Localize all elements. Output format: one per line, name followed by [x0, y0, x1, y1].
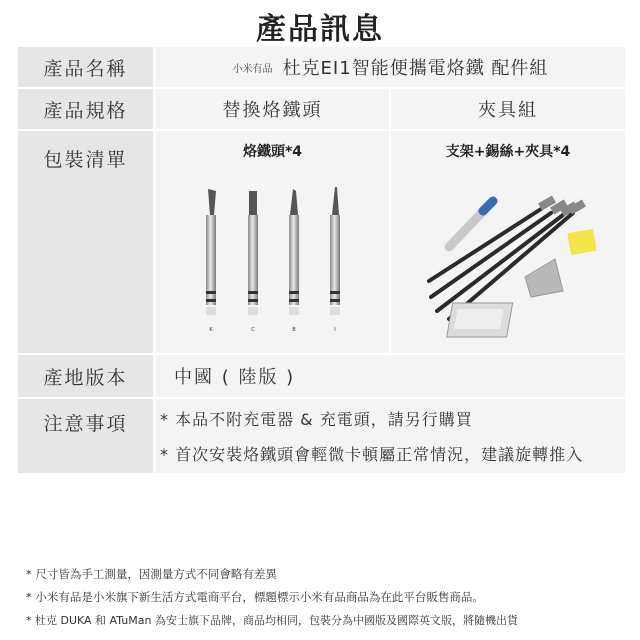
spec-col1-cell	[156, 89, 389, 129]
label-product-spec: 產品規格	[18, 89, 153, 129]
origin-cell	[156, 355, 625, 397]
stand-base	[447, 303, 513, 337]
spec-col2: 夾具組	[478, 100, 538, 121]
note-line-2: * 首次安裝烙鐵頭會輕微卡頓屬正常情況，建議旋轉推入	[160, 445, 584, 464]
tip-b	[289, 189, 299, 333]
sponge	[567, 229, 596, 255]
label-product-name: 產品名稱	[18, 47, 153, 87]
package-col1-heading: 烙鐵頭*4	[242, 144, 303, 160]
label-notes: 注意事項	[18, 399, 153, 473]
soldering-tips-image	[156, 131, 389, 353]
tip-letter-k: K	[209, 327, 213, 333]
tip-c	[248, 191, 258, 333]
origin-value: 中國 ( 陸版 )	[174, 367, 296, 388]
footnote-1: * 尺寸皆為手工測量，因測量方式不同會略有差異	[26, 567, 277, 581]
tip-k	[206, 189, 216, 333]
stand-clamps-image	[391, 131, 625, 353]
package-col2-cell	[391, 131, 625, 353]
tip-letter-c: C	[251, 327, 255, 333]
label-origin: 產地版本	[18, 355, 153, 397]
package-col1-cell	[156, 131, 389, 353]
footnote-3: * 杜克 DUKA 和 ATuMan 為安士旗下品牌，商品均相同，包裝分為中國版及國際英文版，將隨機出貨	[26, 614, 518, 627]
tip-i	[330, 187, 340, 333]
product-name: 杜克EI1智能便攜電烙鐵 配件組	[282, 58, 549, 79]
metal-plate	[525, 259, 563, 297]
tip-letter-b: B	[292, 327, 296, 333]
spec-col2-cell	[391, 89, 625, 129]
label-package: 包裝清單	[18, 131, 153, 353]
package-col2-heading: 支架+錫絲+夾具*4	[445, 144, 571, 160]
clamp-arms	[429, 196, 586, 319]
footnote-2: * 小米有品是小米旗下新生活方式電商平台，標題標示小米有品商品為在此平台販售商品。	[26, 590, 484, 604]
spec-col1: 替換烙鐵頭	[222, 100, 323, 121]
note-line-1: * 本品不附充電器 & 充電頭，請另行購買	[160, 410, 473, 429]
product-name-cell	[156, 47, 625, 87]
solder-wire-tube	[449, 201, 493, 247]
notes-cell	[156, 399, 625, 473]
brand-label: 小米有品	[232, 63, 273, 75]
tip-letter-i: I	[334, 327, 336, 333]
page-title: 產品訊息	[256, 12, 384, 47]
